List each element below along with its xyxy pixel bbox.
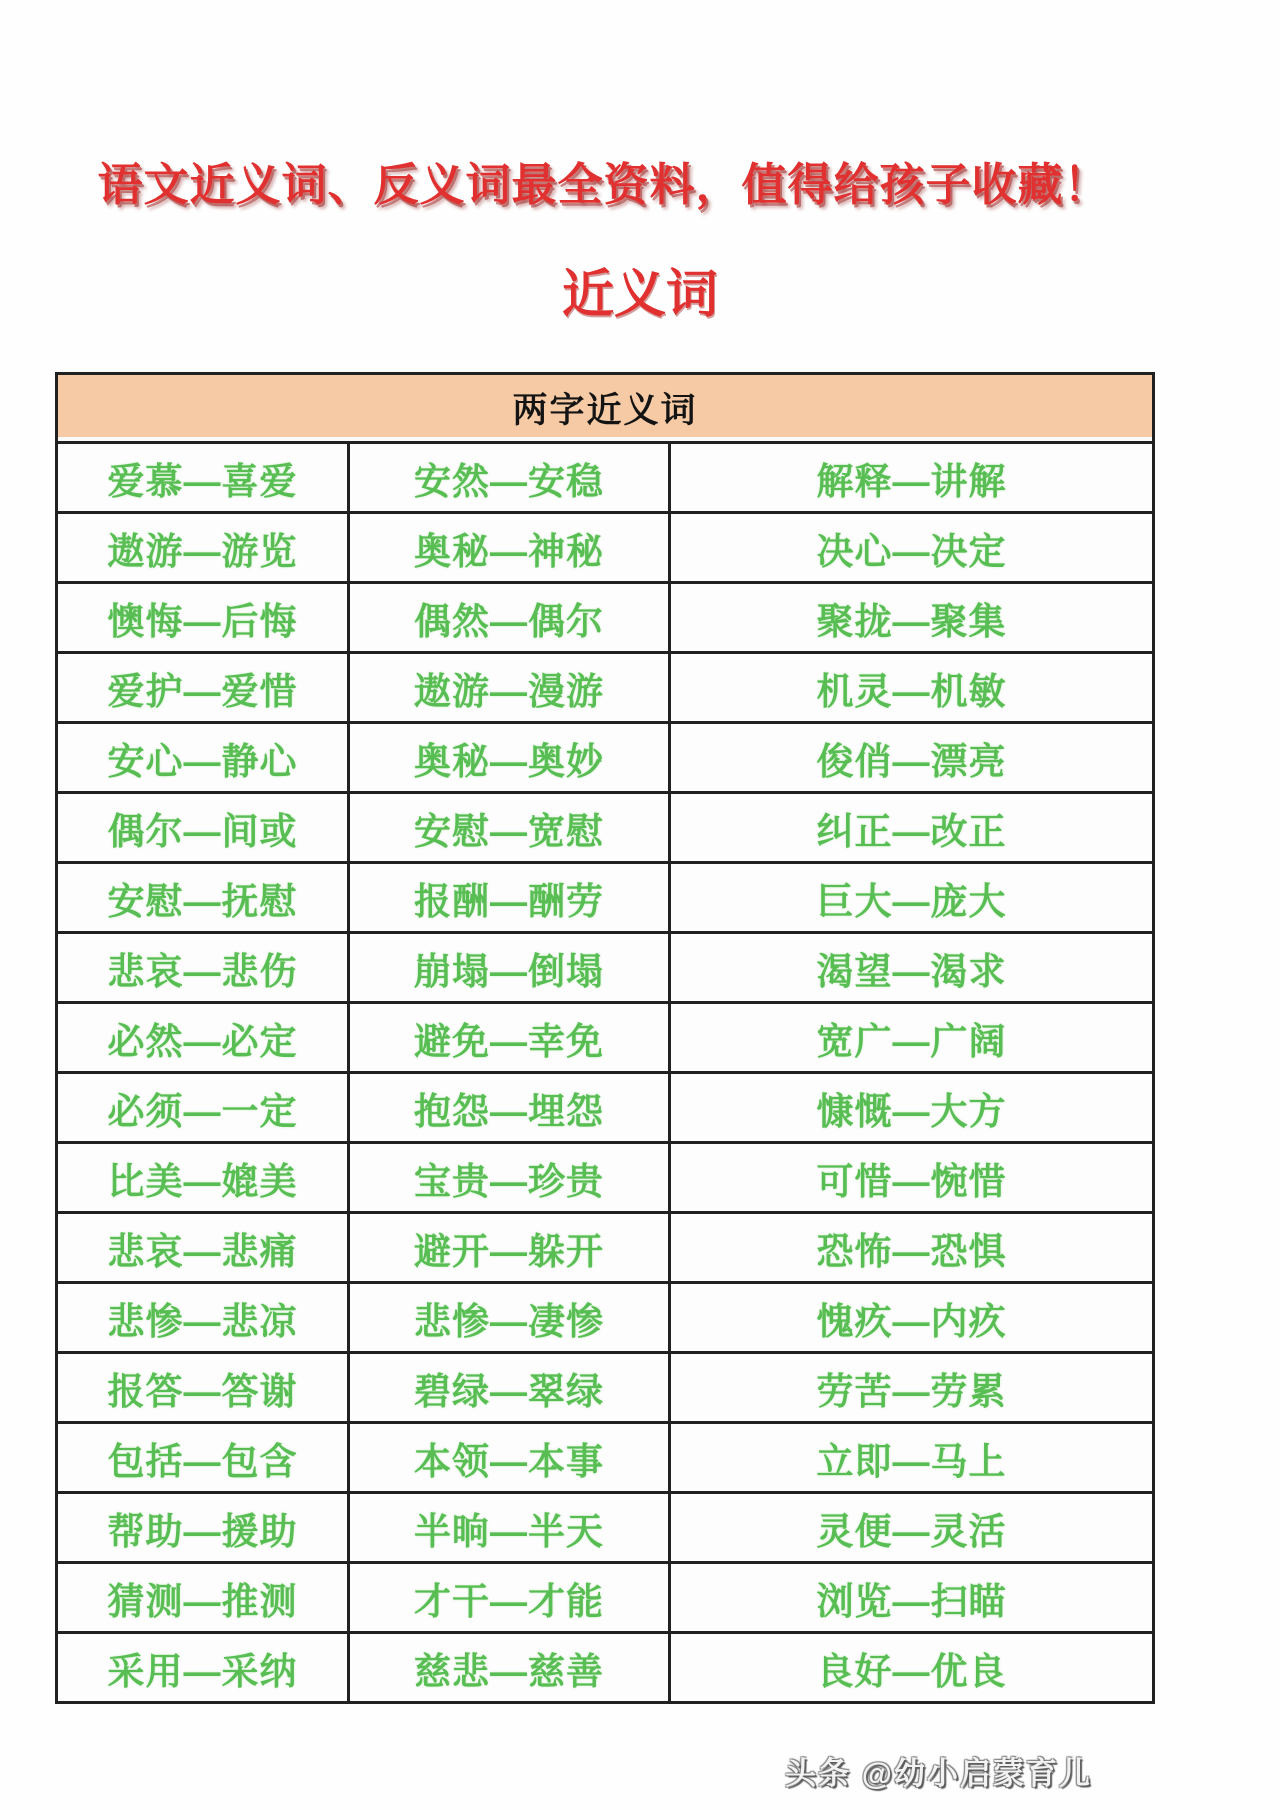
synonym-cell: 愧疚—内疚 bbox=[670, 1283, 1154, 1353]
synonym-cell: 悲惨—悲凉 bbox=[57, 1283, 349, 1353]
synonym-cell: 爱慕—喜爱 bbox=[57, 443, 349, 513]
synonym-cell: 俊俏—漂亮 bbox=[670, 723, 1154, 793]
synonym-cell: 慷慨—大方 bbox=[670, 1073, 1154, 1143]
table-row bbox=[57, 1423, 1154, 1493]
page-title: 语文近义词、反义词最全资料，值得给孩子收藏！ bbox=[97, 159, 1110, 210]
synonym-cell: 帮助—援助 bbox=[57, 1493, 349, 1563]
synonym-cell: 奥秘—奥妙 bbox=[349, 723, 670, 793]
synonym-cell: 必须—一定 bbox=[57, 1073, 349, 1143]
synonym-cell: 安然—安稳 bbox=[349, 443, 670, 513]
table-body bbox=[57, 443, 1154, 1703]
table-header-row bbox=[57, 374, 1154, 443]
table-row bbox=[57, 1493, 1154, 1563]
synonym-cell: 比美—媲美 bbox=[57, 1143, 349, 1213]
synonym-cell: 避免—幸免 bbox=[349, 1003, 670, 1073]
synonym-cell: 悲惨—凄惨 bbox=[349, 1283, 670, 1353]
synonym-cell: 避开—躲开 bbox=[349, 1213, 670, 1283]
synonym-cell: 浏览—扫瞄 bbox=[670, 1563, 1154, 1633]
table-row bbox=[57, 443, 1154, 513]
synonym-cell: 安慰—宽慰 bbox=[349, 793, 670, 863]
table-row bbox=[57, 1283, 1154, 1353]
synonym-cell: 偶尔—间或 bbox=[57, 793, 349, 863]
table-row bbox=[57, 583, 1154, 653]
synonym-cell: 劳苦—劳累 bbox=[670, 1353, 1154, 1423]
table-row bbox=[57, 513, 1154, 583]
synonym-cell: 崩塌—倒塌 bbox=[349, 933, 670, 1003]
synonym-cell: 决心—决定 bbox=[670, 513, 1154, 583]
synonym-cell: 聚拢—聚集 bbox=[670, 583, 1154, 653]
synonym-cell: 灵便—灵活 bbox=[670, 1493, 1154, 1563]
synonym-cell: 慈悲—慈善 bbox=[349, 1633, 670, 1703]
synonym-cell: 本领—本事 bbox=[349, 1423, 670, 1493]
synonym-cell: 可惜—惋惜 bbox=[670, 1143, 1154, 1213]
table-row bbox=[57, 863, 1154, 933]
section-subtitle: 近义词 bbox=[561, 266, 718, 324]
table-row bbox=[57, 1563, 1154, 1633]
synonyms-table bbox=[55, 372, 1155, 1704]
synonym-cell: 报酬—酬劳 bbox=[349, 863, 670, 933]
synonym-cell: 碧绿—翠绿 bbox=[349, 1353, 670, 1423]
synonym-cell: 解释—讲解 bbox=[670, 443, 1154, 513]
synonym-cell: 立即—马上 bbox=[670, 1423, 1154, 1493]
table-row bbox=[57, 653, 1154, 723]
table-row bbox=[57, 1073, 1154, 1143]
synonym-cell: 偶然—偶尔 bbox=[349, 583, 670, 653]
synonym-cell: 巨大—庞大 bbox=[670, 863, 1154, 933]
synonym-cell: 才干—才能 bbox=[349, 1563, 670, 1633]
synonym-cell: 遨游—游览 bbox=[57, 513, 349, 583]
synonym-cell: 机灵—机敏 bbox=[670, 653, 1154, 723]
synonym-cell: 宽广—广阔 bbox=[670, 1003, 1154, 1073]
table-row bbox=[57, 723, 1154, 793]
synonym-cell: 纠正—改正 bbox=[670, 793, 1154, 863]
synonym-cell: 悲哀—悲痛 bbox=[57, 1213, 349, 1283]
table-row bbox=[57, 933, 1154, 1003]
synonym-cell: 抱怨—埋怨 bbox=[349, 1073, 670, 1143]
synonym-cell: 采用—采纳 bbox=[57, 1633, 349, 1703]
synonym-cell: 半晌—半天 bbox=[349, 1493, 670, 1563]
synonym-cell: 猜测—推测 bbox=[57, 1563, 349, 1633]
table-row bbox=[57, 1353, 1154, 1423]
synonym-cell: 懊悔—后悔 bbox=[57, 583, 349, 653]
table-row bbox=[57, 1633, 1154, 1703]
synonym-cell: 宝贵—珍贵 bbox=[349, 1143, 670, 1213]
table-row bbox=[57, 1213, 1154, 1283]
synonym-cell: 恐怖—恐惧 bbox=[670, 1213, 1154, 1283]
synonym-cell: 爱护—爱惜 bbox=[57, 653, 349, 723]
synonym-cell: 必然—必定 bbox=[57, 1003, 349, 1073]
synonym-cell: 遨游—漫游 bbox=[349, 653, 670, 723]
synonym-cell: 安慰—抚慰 bbox=[57, 863, 349, 933]
table-row bbox=[57, 793, 1154, 863]
synonym-cell: 渴望—渴求 bbox=[670, 933, 1154, 1003]
synonym-cell: 良好—优良 bbox=[670, 1633, 1154, 1703]
table-row bbox=[57, 1143, 1154, 1213]
synonym-cell: 安心—静心 bbox=[57, 723, 349, 793]
synonym-cell: 奥秘—神秘 bbox=[349, 513, 670, 583]
table-row bbox=[57, 1003, 1154, 1073]
synonym-cell: 悲哀—悲伤 bbox=[57, 933, 349, 1003]
table-header-cell: 两字近义词 bbox=[57, 374, 1154, 443]
synonym-cell: 包括—包含 bbox=[57, 1423, 349, 1493]
watermark: 头条 @幼小启蒙育儿 bbox=[785, 1756, 1092, 1791]
synonym-cell: 报答—答谢 bbox=[57, 1353, 349, 1423]
